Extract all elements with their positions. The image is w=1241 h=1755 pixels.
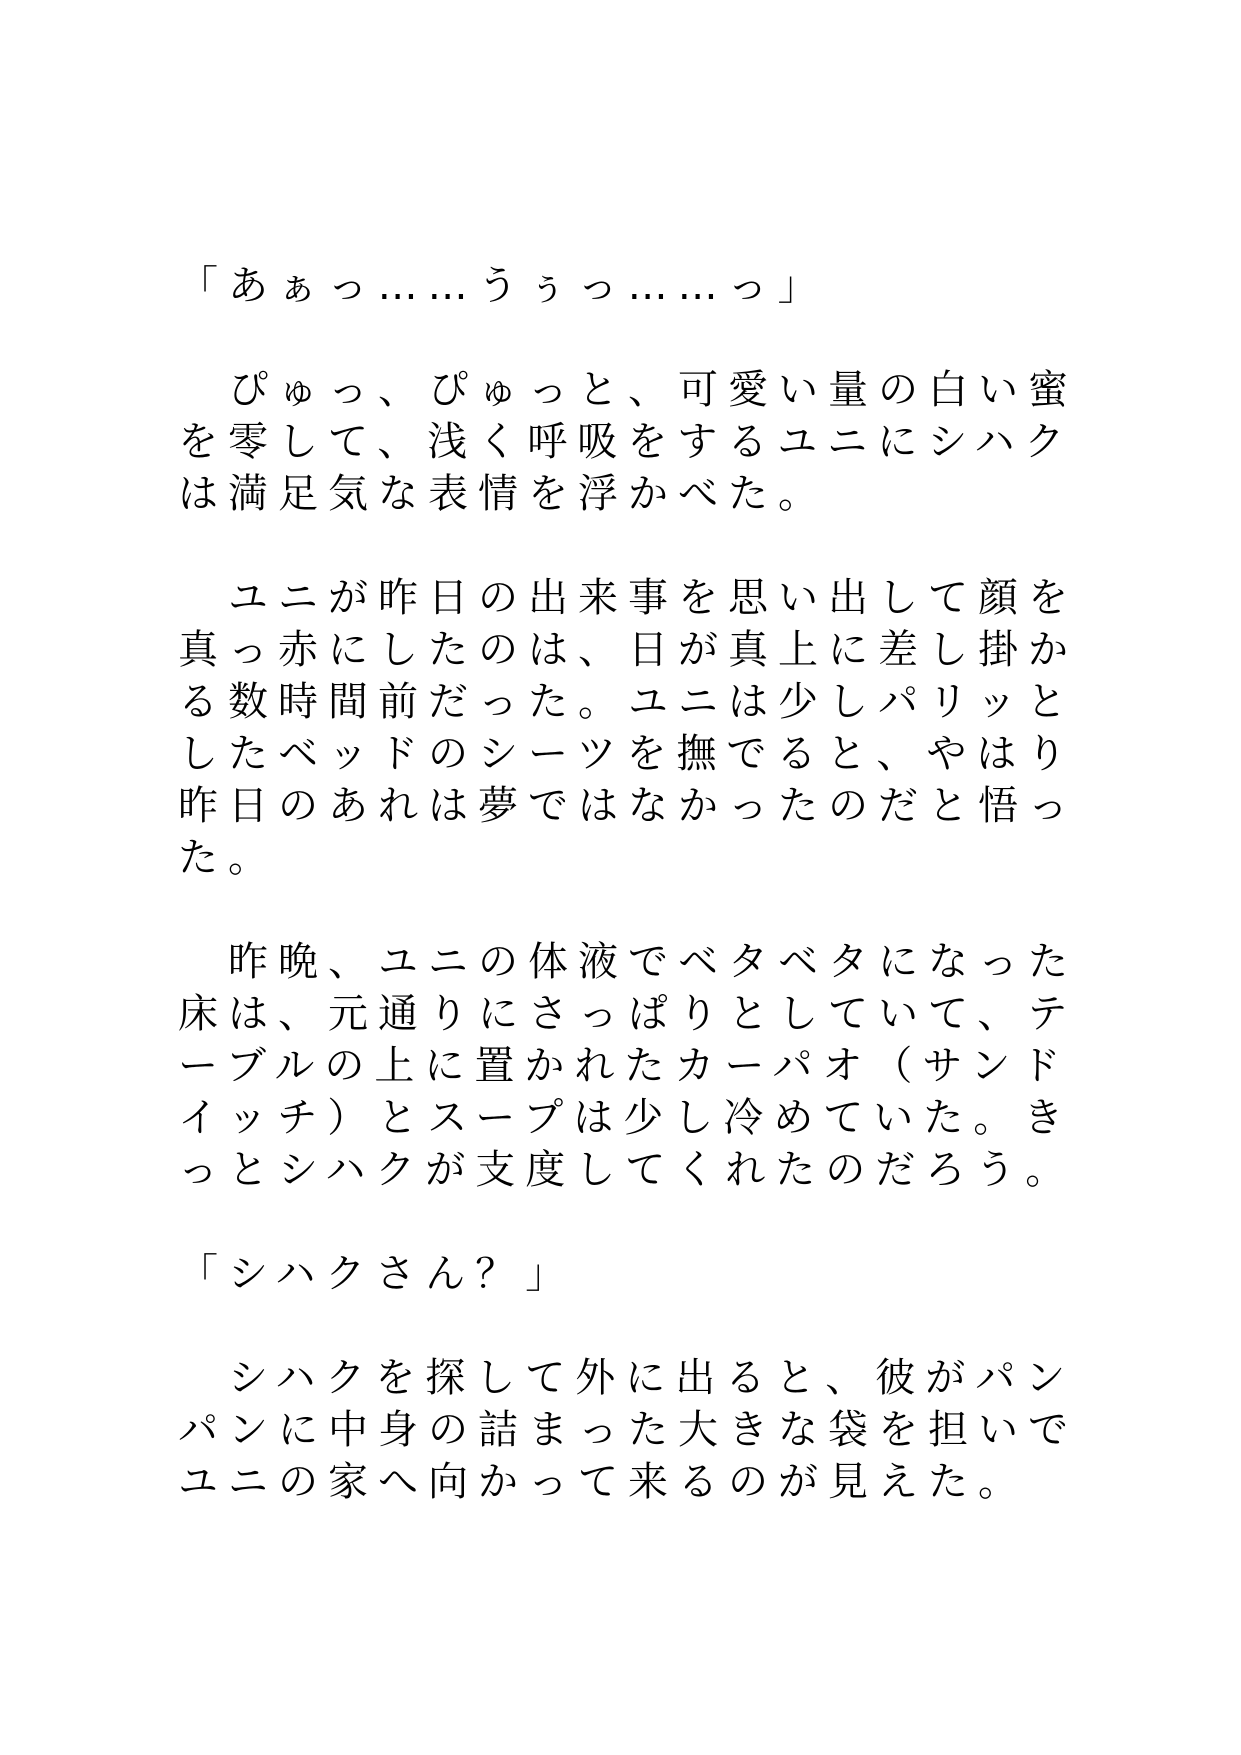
text-line: シハクを探して外に出ると、彼がパン — [178, 1355, 1076, 1401]
text-line: た。 — [178, 835, 278, 881]
blank-line — [178, 1300, 1078, 1352]
text-line: を零して、浅く呼吸をするユニにシハク — [178, 419, 1075, 465]
text-line: る数時間前だった。ユニは少しパリッと — [178, 679, 1077, 725]
text-line: っとシハクが支度してくれたのだろう。 — [178, 1147, 1076, 1193]
text-line: ユニの家へ向かって来るのが見えた。 — [178, 1459, 1028, 1505]
text-line: ぴゅっ、ぴゅっと、可愛い量の白い蜜 — [178, 367, 1078, 413]
dialogue-line: 「あぁっ……うぅっ……っ」 — [178, 263, 828, 309]
text-line: ーブルの上に置かれたカーパオ（サンド — [178, 1043, 1071, 1089]
blank-line — [178, 884, 1078, 936]
blank-line — [178, 1196, 1078, 1248]
text-line: 床は、元通りにさっぱりとしていて、テ — [178, 991, 1078, 1037]
text-line: イッチ）とスープは少し冷めていた。き — [178, 1095, 1074, 1141]
blank-line — [178, 312, 1078, 364]
dialogue-line: 「シハクさん？」 — [178, 1251, 576, 1297]
text-line: 真っ赤にしたのは、日が真上に差し掛か — [178, 627, 1078, 673]
blank-line — [178, 520, 1078, 572]
text-line: は満足気な表情を浮かべた。 — [178, 471, 828, 517]
text-line: パンに中身の詰まった大きな袋を担いで — [178, 1407, 1078, 1453]
body-text — [178, 260, 1078, 1508]
text-line: 昨晩、ユニの体液でベタベタになった — [178, 939, 1078, 985]
text-line: したベッドのシーツを撫でると、やはり — [178, 731, 1077, 777]
text-line: ユニが昨日の出来事を思い出して顔を — [178, 575, 1078, 621]
text-line: 昨日のあれは夢ではなかったのだと悟っ — [178, 783, 1078, 829]
